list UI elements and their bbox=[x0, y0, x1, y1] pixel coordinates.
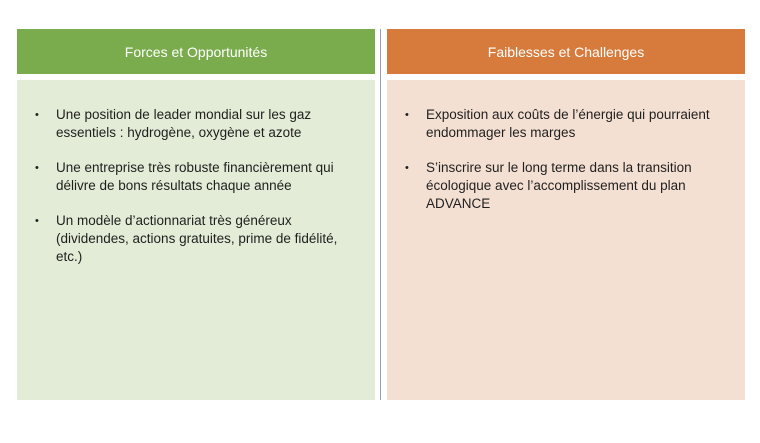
list-item-text: Une entreprise très robuste financièrement qui délivre de bons résultats chaque année bbox=[56, 160, 334, 193]
strengths-panel bbox=[17, 80, 375, 400]
list-item bbox=[35, 106, 355, 142]
strengths-column bbox=[17, 29, 375, 400]
list-item bbox=[405, 106, 725, 142]
bullet-icon: • bbox=[405, 162, 409, 174]
list-item-text: S’inscrire sur le long terme dans la transition écologique avec l’accomplissement du plan ADVANCE bbox=[426, 160, 692, 211]
weaknesses-header bbox=[387, 29, 745, 74]
column-divider bbox=[380, 29, 381, 400]
weaknesses-column bbox=[387, 29, 745, 400]
bullet-icon: • bbox=[405, 109, 409, 121]
strengths-list bbox=[35, 106, 355, 266]
strengths-header-label: Forces et Opportunités bbox=[124, 43, 268, 60]
list-item-text: Exposition aux coûts de l’énergie qui pourraient endommager les marges bbox=[426, 107, 710, 140]
weaknesses-panel bbox=[387, 80, 745, 400]
list-item bbox=[35, 212, 355, 266]
strengths-header bbox=[17, 29, 375, 74]
list-item-text: Une position de leader mondial sur les gaz essentiels : hydrogène, oxygène et azote bbox=[56, 107, 312, 140]
bullet-icon: • bbox=[35, 109, 39, 121]
bullet-icon: • bbox=[35, 162, 39, 174]
bullet-icon: • bbox=[35, 215, 39, 227]
weaknesses-header-label: Faiblesses et Challenges bbox=[487, 43, 645, 60]
list-item-text: Un modèle d’actionnariat très généreux (dividendes, actions gratuites, prime de fidélité, etc.) bbox=[56, 213, 338, 264]
list-item bbox=[35, 159, 355, 195]
list-item bbox=[405, 159, 725, 213]
weaknesses-list bbox=[405, 106, 725, 213]
